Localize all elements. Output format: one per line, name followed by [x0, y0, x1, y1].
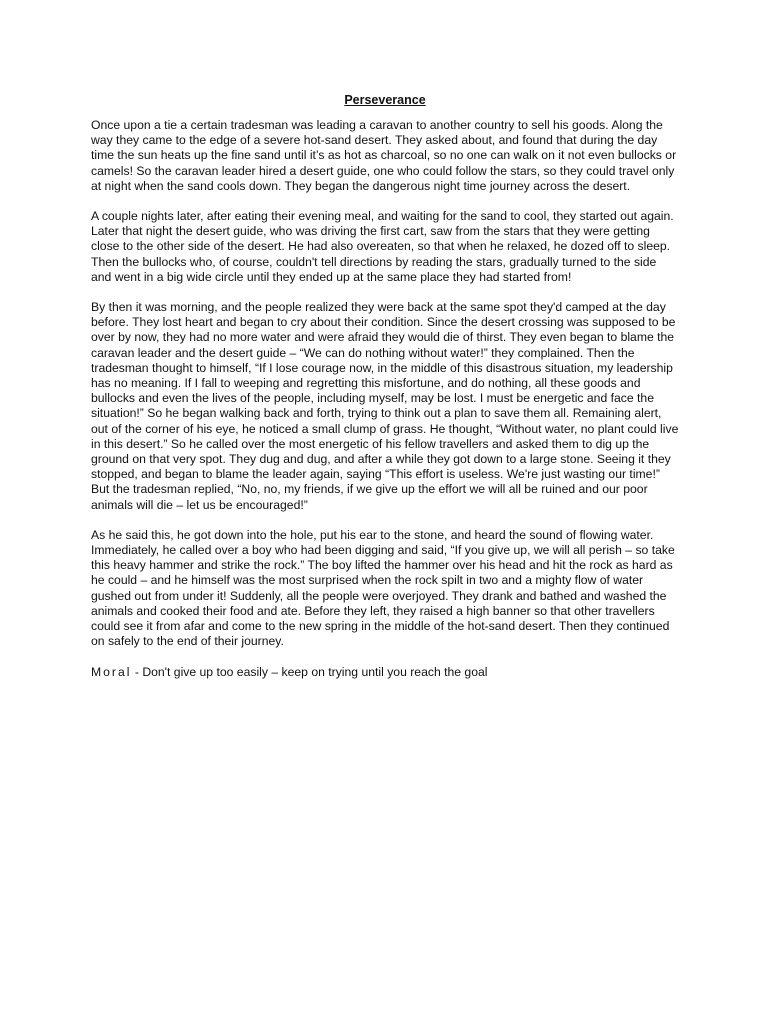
- moral-line: [91, 665, 679, 680]
- moral-label: Moral: [91, 664, 132, 679]
- paragraph-2: A couple nights later, after eating their evening meal, and waiting for the sand to cool, they started out again. Later that night the desert guide, who was driving the first cart, saw from the stars that they were getting close to the other side of the desert. He had also overeaten, so that when he relaxed, he dozed off to sleep. Then the bullocks who, of course, couldn't tell directions by reading the stars, gradually turned to the side and went in a big wide circle until they ended up at the same place they had started from!: [91, 209, 674, 284]
- document-title: Perseverance: [344, 93, 426, 107]
- paragraph-1: Once upon a tie a certain tradesman was leading a caravan to another country to sell his goods. Along the way they came to the edge of a severe hot-sand desert. They asked about, and found that during the day time the sun heats up the fine sand until it’s as hot as charcoal, so no one can walk on it not even bullocks or camels! So the caravan leader hired a desert guide, one who could follow the stars, so they could travel only at night when the sand cools down. They began the dangerous night time journey across the desert.: [91, 118, 677, 193]
- paragraph-3: By then it was morning, and the people realized they were back at the same spot they'd camped at the day before. They lost heart and began to cry about their condition. Since the desert crossing was supposed to be over by now, they had no more water and were afraid they would die of thirst. They even began to blame the caravan leader and the desert guide – “We can do nothing without water!” they complained. Then the tradesman thought to himself, “If I lose courage now, in the middle of this disastrous situation, my leadership has no meaning. If I fall to weeping and regretting this misfortune, and do nothing, all these goods and bullocks and even the lives of the people, including myself, may be lost. I must be energetic and face the situation!” So he began walking back and forth, trying to think out a plan to save them all. Remaining alert, out of the corner of his eye, he noticed a small clump of grass. He thought, “Without water, no plant could live in this desert.” So he called over the most energetic of his fellow travellers and asked them to dig up the ground on that very spot. They dug and dug, and after a while they got down to a large stone. Seeing it they stopped, and began to blame the leader again, saying “This effort is useless. We're just wasting our time!” But the tradesman replied, “No, no, my friends, if we give up the effort we will all be ruined and our poor animals will die – let us be encouraged!”: [91, 300, 679, 512]
- paragraph-4: As he said this, he got down into the hole, put his ear to the stone, and heard the sound of flowing water. Immediately, he called over a boy who had been digging and said, “If you give up, we will all perish – so take this heavy hammer and strike the rock.” The boy lifted the hammer over his head and hit the rock as hard as he could – and he himself was the most surprised when the rock spilt in two and a mighty flow of water gushed out from under it! Suddenly, all the people were overjoyed. They drank and bathed and washed the animals and cooked their food and ate. Before they left, they raised a high banner so that other travellers could see it from afar and come to the new spring in the middle of the hot-sand desert. Then they continued on safely to the end of their journey.: [91, 527, 675, 649]
- moral-text: Don't give up too easily – keep on trying until you reach the goal: [142, 664, 488, 679]
- document-page: [91, 92, 679, 680]
- moral-separator: -: [131, 664, 143, 679]
